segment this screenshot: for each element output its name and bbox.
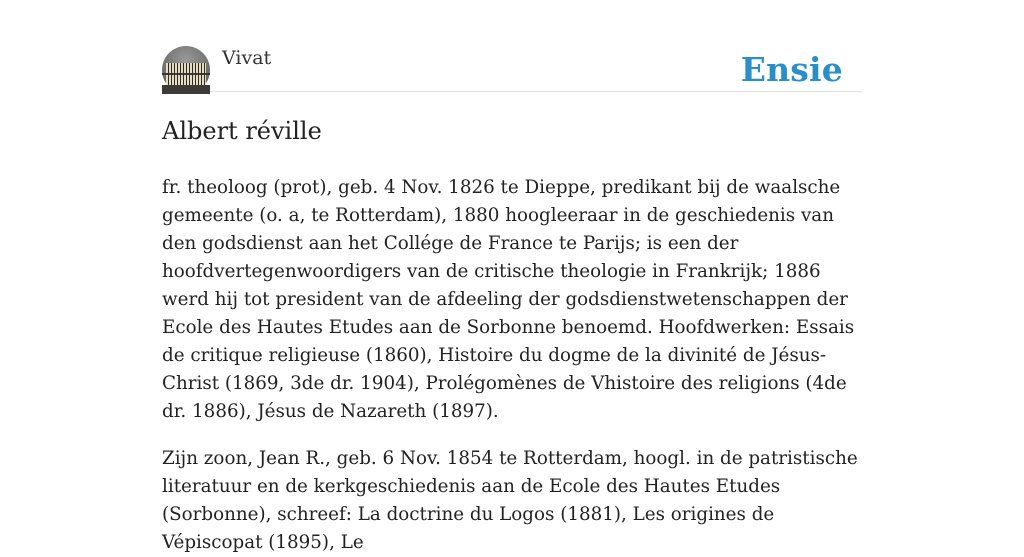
- site-logo[interactable]: Ensie: [740, 50, 843, 89]
- article-title: Albert réville: [162, 117, 322, 145]
- page-header: [162, 0, 862, 92]
- article-paragraph: fr. theoloog (prot), geb. 4 Nov. 1826 te Dieppe, predikant bij de waalsche gemeente (o. a, te Rotterdam), 1880 hoogleeraar in de geschiedenis van den godsdienst aan het Collége de France te Parijs; is een der hoofdvertegenwoordigers van de critische theologie in Frankrijk; 1886 werd hij tot president van de afdeeling der godsdienstwetenschappen der Ecole des Hautes Etudes aan de Sorbonne benoemd. Hoofdwerken: Essais de critique religieuse (1860), Histoire du dogme de la divinité de Jésus-Christ (1869, 3de dr. 1904), Prolégomènes de Vhistoire des religions (4de dr. 1886), Jésus de Nazareth (1897).: [162, 177, 855, 422]
- avatar[interactable]: [162, 46, 210, 94]
- author-name[interactable]: Vivat: [222, 47, 272, 69]
- article-paragraph: Zijn zoon, Jean R., geb. 6 Nov. 1854 te Rotterdam, hoogl. in de patristische literatuur en de kerkgeschiedenis aan de Ecole des Hautes Etudes (Sorbonne), schreef: La doctrine du Logos (1881), Les origines de Vépiscopat (1895), Le: [162, 448, 858, 553]
- article-page: [162, 0, 862, 553]
